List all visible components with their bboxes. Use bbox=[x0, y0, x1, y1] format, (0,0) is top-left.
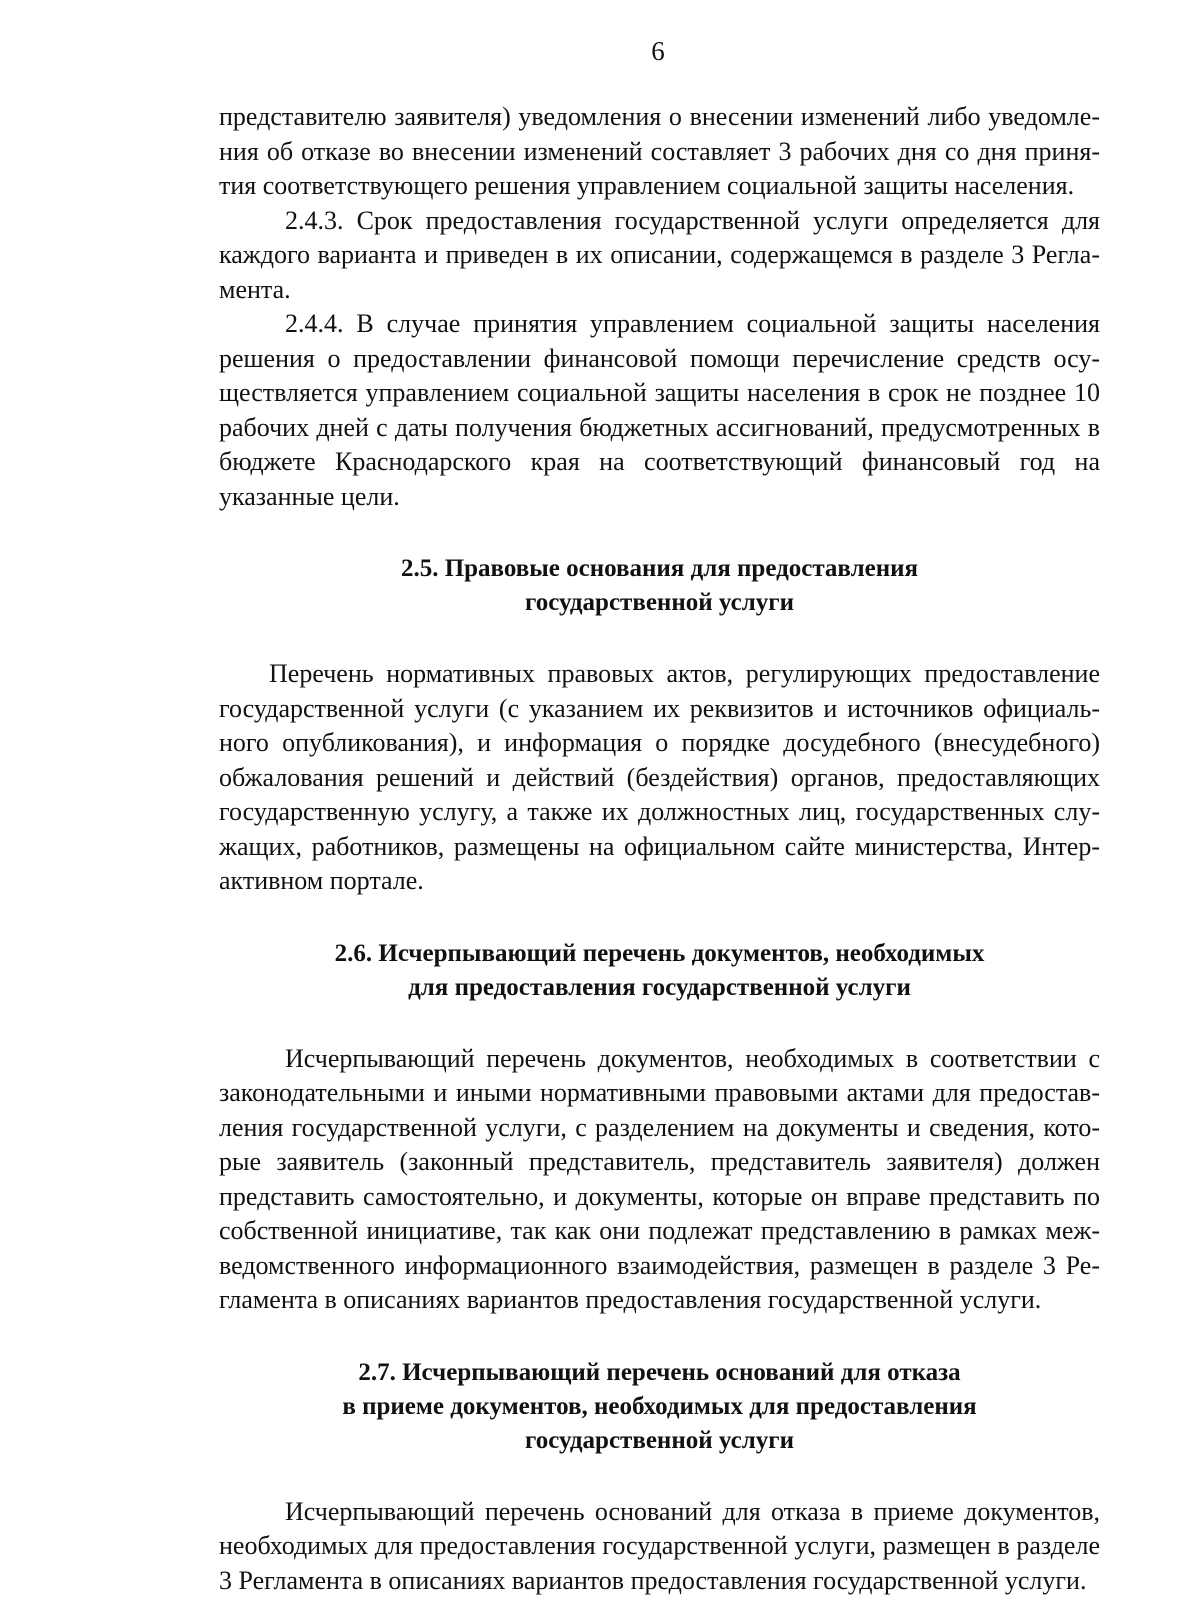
section-body-2-7: Исчерпывающий перечень оснований для отказа в приеме документов, необходимых для предоставления государственной услуги, размещен в разделе 3 Регламента в описаниях вариантов предоставления государственной услуги. bbox=[219, 1495, 1100, 1598]
paragraph-continuation: представителю заявителя) уведомления о внесении изменений либо уведомления об отказе во внесении изменений составляет 3 рабочих дня со дня принятия соответствующего решения управлением социальной защиты населения. bbox=[219, 100, 1100, 204]
section-heading-2-5 bbox=[219, 552, 1100, 620]
section-heading-2-5-line-2: государственной услуги bbox=[219, 586, 1100, 620]
section-heading-2-7-line-2: в приеме документов, необходимых для предоставления bbox=[219, 1390, 1100, 1424]
section-heading-2-6-line-1: 2.6. Исчерпывающий перечень документов, необходимых bbox=[219, 937, 1100, 971]
section-heading-2-7 bbox=[219, 1356, 1100, 1458]
paragraph-2-4-3: 2.4.3. Срок предоставления государственной услуги определяется для каждого варианта и приведен в их описании, содержащемся в разделе 3 Регламента. bbox=[219, 204, 1100, 308]
section-body-2-6: Исчерпывающий перечень документов, необходимых в соответствии с законодательными и иными нормативными правовыми актами для предоставления государственной услуги, с разделением на документы и сведения, которые заявитель (законный представитель, представитель заявителя) должен представить самостоятельно, и документы, которые он вправе представить по собственной инициативе, так как они подлежат представлению в рамках межведомственного информационного взаимодействия, размещен в разделе 3 Регламента в описаниях вариантов предоставления государственной услуги. bbox=[219, 1042, 1100, 1318]
section-heading-2-5-line-1: 2.5. Правовые основания для предоставления bbox=[219, 552, 1100, 586]
section-heading-2-6 bbox=[219, 937, 1100, 1005]
section-body-2-5: Перечень нормативных правовых актов, регулирующих предоставление государственной услуги (с указанием их реквизитов и источников официального опубликования), и информация о порядке досудебного (внесудебного) обжалования решений и действий (бездействия) органов, предоставляющих государственную услугу, а также их должностных лиц, государственных служащих, работников, размещены на официальном сайте министерства, Интерактивном портале. bbox=[219, 657, 1100, 899]
section-heading-2-7-line-1: 2.7. Исчерпывающий перечень оснований для отказа bbox=[219, 1356, 1100, 1390]
paragraph-2-4-4: 2.4.4. В случае принятия управлением социальной защиты населения решения о предоставлении финансовой помощи перечисление средств осуществляется управлением социальной защиты населения в срок не позднее 10 рабочих дней с даты получения бюджетных ассигнований, предусмотренных в бюджете Краснодарского края на соответствующий финансовый год на указанные цели. bbox=[219, 307, 1100, 514]
section-heading-2-7-line-3: государственной услуги bbox=[219, 1424, 1100, 1458]
document-body bbox=[219, 100, 1100, 1598]
section-heading-2-6-line-2: для предоставления государственной услуги bbox=[219, 971, 1100, 1005]
page-number: 6 bbox=[0, 34, 1200, 68]
